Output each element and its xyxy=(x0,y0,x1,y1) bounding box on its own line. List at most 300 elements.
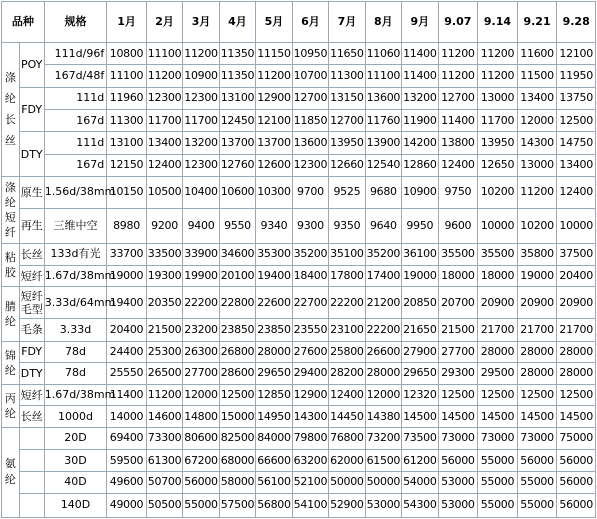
subcategory-label: FDY xyxy=(21,345,43,359)
price-cell: 35800 xyxy=(517,243,557,265)
price-cell: 11300 xyxy=(329,65,365,87)
price-cell: 14950 xyxy=(256,406,292,427)
price-cell: 20900 xyxy=(557,287,596,319)
price-cell: 12860 xyxy=(402,154,438,176)
price-cell: 28000 xyxy=(256,341,292,362)
price-cell: 79800 xyxy=(292,427,328,449)
header-month: 4月 xyxy=(219,2,255,43)
price-cell: 12320 xyxy=(402,385,438,406)
price-cell: 12000 xyxy=(365,385,401,406)
price-cell: 11400 xyxy=(107,385,147,406)
price-cell: 49600 xyxy=(107,472,147,493)
subcategory-cell xyxy=(19,208,44,243)
price-cell: 12400 xyxy=(557,176,596,208)
price-cell: 13800 xyxy=(438,132,478,154)
spec-cell: 1.67d/38mm xyxy=(44,266,107,287)
price-cell: 62000 xyxy=(329,449,365,471)
price-cell: 22800 xyxy=(219,287,255,319)
subcategory-cell xyxy=(19,132,44,177)
table-row xyxy=(2,385,596,406)
table-row xyxy=(2,493,596,518)
subcategory-label: 短纤毛型 xyxy=(20,289,43,316)
spec-cell: 1.67d/38mm xyxy=(44,385,107,406)
subcategory-cell xyxy=(19,472,44,493)
price-cell: 12400 xyxy=(329,385,365,406)
price-cell: 12500 xyxy=(557,385,596,406)
price-cell: 17800 xyxy=(329,266,365,287)
price-cell: 12700 xyxy=(329,109,365,131)
price-cell: 23200 xyxy=(183,319,219,341)
category-label: 氨纶 xyxy=(4,457,16,487)
price-cell: 13600 xyxy=(365,87,401,109)
price-cell: 67200 xyxy=(183,449,219,471)
price-cell: 10700 xyxy=(292,65,328,87)
price-cell: 12660 xyxy=(329,154,365,176)
spec-cell: 20D xyxy=(44,427,107,449)
price-cell: 76800 xyxy=(329,427,365,449)
price-cell: 11100 xyxy=(107,65,147,87)
header-month: 2月 xyxy=(146,2,182,43)
price-cell: 9700 xyxy=(292,176,328,208)
price-cell: 11200 xyxy=(438,65,478,87)
price-cell: 50500 xyxy=(146,493,182,518)
price-cell: 29650 xyxy=(256,362,292,384)
price-cell: 33900 xyxy=(183,243,219,265)
price-cell: 33700 xyxy=(107,243,147,265)
table-row xyxy=(2,362,596,384)
price-cell: 13700 xyxy=(256,132,292,154)
header-week: 9.28 xyxy=(557,2,596,43)
price-cell: 84000 xyxy=(256,427,292,449)
price-cell: 29650 xyxy=(402,362,438,384)
price-cell: 11100 xyxy=(146,43,182,65)
price-cell: 13150 xyxy=(329,87,365,109)
price-cell: 9550 xyxy=(219,208,255,243)
spec-cell: 30D xyxy=(44,449,107,471)
price-cell: 26600 xyxy=(365,341,401,362)
price-cell: 20400 xyxy=(107,319,147,341)
price-cell: 13950 xyxy=(478,132,518,154)
subcategory-label: DTY xyxy=(20,147,43,161)
subcategory-label: DTY xyxy=(20,366,43,380)
subcategory-cell xyxy=(19,362,44,384)
price-cell: 13200 xyxy=(183,132,219,154)
price-cell: 52900 xyxy=(329,493,365,518)
price-cell: 11350 xyxy=(219,65,255,87)
price-cell: 55000 xyxy=(478,493,518,518)
price-cell: 11700 xyxy=(146,109,182,131)
price-cell: 15000 xyxy=(219,406,255,427)
price-cell: 61500 xyxy=(365,449,401,471)
category-cell xyxy=(2,243,20,287)
category-cell xyxy=(2,427,20,517)
price-cell: 61200 xyxy=(402,449,438,471)
price-cell: 28200 xyxy=(329,362,365,384)
price-cell: 55000 xyxy=(517,472,557,493)
price-cell: 12500 xyxy=(478,385,518,406)
price-cell: 11650 xyxy=(329,43,365,65)
spec-cell: 3.33d xyxy=(44,319,107,341)
price-cell: 11850 xyxy=(292,109,328,131)
price-cell: 29500 xyxy=(478,362,518,384)
spec-cell: 111d xyxy=(44,87,107,109)
subcategory-cell xyxy=(19,449,44,471)
header-week: 9.07 xyxy=(438,2,478,43)
price-cell: 55000 xyxy=(517,493,557,518)
price-cell: 11700 xyxy=(183,109,219,131)
subcategory-cell xyxy=(19,43,44,88)
header-row xyxy=(2,2,596,43)
category-cell xyxy=(2,341,20,385)
price-cell: 23850 xyxy=(219,319,255,341)
price-table xyxy=(1,1,596,518)
price-cell: 18000 xyxy=(478,266,518,287)
subcategory-cell xyxy=(19,427,44,449)
price-cell: 10950 xyxy=(292,43,328,65)
table-row xyxy=(2,341,596,362)
price-cell: 35100 xyxy=(329,243,365,265)
price-cell: 11200 xyxy=(517,176,557,208)
price-cell: 73000 xyxy=(438,427,478,449)
price-cell: 73000 xyxy=(517,427,557,449)
price-cell: 9400 xyxy=(183,208,219,243)
price-cell: 12300 xyxy=(292,154,328,176)
spec-cell: 111d xyxy=(44,132,107,154)
price-cell: 20400 xyxy=(557,266,596,287)
subcategory-label: 长丝 xyxy=(20,247,43,261)
price-cell: 21200 xyxy=(365,287,401,319)
price-cell: 19000 xyxy=(517,266,557,287)
price-cell: 12700 xyxy=(292,87,328,109)
price-cell: 14500 xyxy=(557,406,596,427)
subcategory-label: 长丝 xyxy=(20,410,43,423)
subcategory-label: 短纤 xyxy=(20,269,43,283)
price-cell: 13200 xyxy=(402,87,438,109)
price-cell: 80600 xyxy=(183,427,219,449)
price-cell: 12900 xyxy=(292,385,328,406)
table-row xyxy=(2,208,596,243)
price-cell: 49000 xyxy=(107,493,147,518)
table-row xyxy=(2,472,596,493)
price-cell: 12900 xyxy=(256,87,292,109)
price-cell: 52100 xyxy=(292,472,328,493)
price-cell: 28000 xyxy=(517,362,557,384)
price-cell: 35200 xyxy=(292,243,328,265)
price-cell: 14500 xyxy=(517,406,557,427)
category-label: 涤纶长丝 xyxy=(4,71,16,148)
price-cell: 10900 xyxy=(183,65,219,87)
price-cell: 14300 xyxy=(517,132,557,154)
subcategory-label: 原生 xyxy=(20,185,43,199)
price-cell: 9525 xyxy=(329,176,365,208)
price-cell: 9950 xyxy=(402,208,438,243)
price-cell: 35200 xyxy=(365,243,401,265)
price-cell: 24400 xyxy=(107,341,147,362)
price-cell: 11960 xyxy=(107,87,147,109)
subcategory-cell xyxy=(19,87,44,132)
spec-cell: 3.33d/64mm xyxy=(44,287,107,319)
price-cell: 56000 xyxy=(557,493,596,518)
subcategory-cell xyxy=(19,287,44,319)
price-cell: 27700 xyxy=(438,341,478,362)
price-cell: 10000 xyxy=(478,208,518,243)
price-cell: 12100 xyxy=(256,109,292,131)
price-cell: 73000 xyxy=(478,427,518,449)
category-label: 涤纶短纤 xyxy=(4,180,16,239)
subcategory-cell xyxy=(19,243,44,265)
price-cell: 19300 xyxy=(146,266,182,287)
spec-cell: 111d/96f xyxy=(44,43,107,65)
price-cell: 28000 xyxy=(557,362,596,384)
price-cell: 56000 xyxy=(517,449,557,471)
table-row xyxy=(2,65,596,87)
price-cell: 20100 xyxy=(219,266,255,287)
price-cell: 11200 xyxy=(146,65,182,87)
price-cell: 23100 xyxy=(329,319,365,341)
price-cell: 61300 xyxy=(146,449,182,471)
price-cell: 10600 xyxy=(219,176,255,208)
table-row xyxy=(2,43,596,65)
price-cell: 66600 xyxy=(256,449,292,471)
price-cell: 28000 xyxy=(517,341,557,362)
price-cell: 12400 xyxy=(146,154,182,176)
price-cell: 35500 xyxy=(478,243,518,265)
subcategory-cell xyxy=(19,266,44,287)
price-cell: 10300 xyxy=(256,176,292,208)
price-cell: 13000 xyxy=(478,87,518,109)
header-category-label: 品种 xyxy=(11,15,34,28)
price-cell: 21700 xyxy=(557,319,596,341)
subcategory-label: 再生 xyxy=(20,219,43,233)
price-cell: 35500 xyxy=(438,243,478,265)
price-cell: 19900 xyxy=(183,266,219,287)
price-cell: 13600 xyxy=(292,132,328,154)
price-cell: 11200 xyxy=(256,65,292,87)
table-row xyxy=(2,87,596,109)
price-cell: 9680 xyxy=(365,176,401,208)
header-month: 7月 xyxy=(329,2,365,43)
spec-cell: 140D xyxy=(44,493,107,518)
price-cell: 11350 xyxy=(219,43,255,65)
price-cell: 58000 xyxy=(219,472,255,493)
price-cell: 10800 xyxy=(107,43,147,65)
price-cell: 59500 xyxy=(107,449,147,471)
spec-cell: 1000d xyxy=(44,406,107,427)
category-cell xyxy=(2,287,20,341)
price-cell: 35300 xyxy=(256,243,292,265)
price-cell: 13400 xyxy=(517,87,557,109)
price-cell: 12500 xyxy=(219,385,255,406)
price-cell: 12600 xyxy=(256,154,292,176)
header-month: 3月 xyxy=(183,2,219,43)
price-cell: 8980 xyxy=(107,208,147,243)
price-cell: 56800 xyxy=(256,493,292,518)
price-cell: 27900 xyxy=(402,341,438,362)
price-cell: 18000 xyxy=(438,266,478,287)
price-cell: 56000 xyxy=(557,472,596,493)
price-cell: 22200 xyxy=(329,287,365,319)
price-cell: 19000 xyxy=(107,266,147,287)
price-cell: 55000 xyxy=(183,493,219,518)
header-spec: 规格 xyxy=(44,2,107,43)
price-cell: 25300 xyxy=(146,341,182,362)
price-cell: 11060 xyxy=(365,43,401,65)
price-cell: 69400 xyxy=(107,427,147,449)
price-cell: 21500 xyxy=(438,319,478,341)
price-cell: 50700 xyxy=(146,472,182,493)
price-cell: 12150 xyxy=(107,154,147,176)
price-cell: 12300 xyxy=(183,154,219,176)
price-cell: 14500 xyxy=(478,406,518,427)
spec-cell: 167d/48f xyxy=(44,65,107,87)
price-cell: 13900 xyxy=(365,132,401,154)
price-cell: 13400 xyxy=(146,132,182,154)
header-category xyxy=(2,2,45,43)
price-cell: 14800 xyxy=(183,406,219,427)
price-cell: 10000 xyxy=(557,208,596,243)
price-cell: 11200 xyxy=(478,65,518,87)
price-cell: 11600 xyxy=(517,43,557,65)
price-cell: 33500 xyxy=(146,243,182,265)
price-cell: 22200 xyxy=(183,287,219,319)
price-cell: 28000 xyxy=(478,341,518,362)
price-cell: 14300 xyxy=(292,406,328,427)
price-cell: 20900 xyxy=(517,287,557,319)
price-cell: 12400 xyxy=(438,154,478,176)
price-cell: 34600 xyxy=(219,243,255,265)
price-cell: 26800 xyxy=(219,341,255,362)
price-cell: 11100 xyxy=(365,65,401,87)
price-cell: 36100 xyxy=(402,243,438,265)
price-cell: 10500 xyxy=(146,176,182,208)
price-cell: 14000 xyxy=(107,406,147,427)
price-cell: 25550 xyxy=(107,362,147,384)
price-cell: 22200 xyxy=(365,319,401,341)
price-cell: 82500 xyxy=(219,427,255,449)
table-row xyxy=(2,243,596,265)
price-cell: 23550 xyxy=(292,319,328,341)
price-cell: 12450 xyxy=(219,109,255,131)
price-cell: 27600 xyxy=(292,341,328,362)
price-cell: 10400 xyxy=(183,176,219,208)
price-cell: 14380 xyxy=(365,406,401,427)
price-cell: 9200 xyxy=(146,208,182,243)
price-cell: 54000 xyxy=(402,472,438,493)
price-cell: 19400 xyxy=(256,266,292,287)
price-cell: 9340 xyxy=(256,208,292,243)
price-cell: 13100 xyxy=(219,87,255,109)
spec-cell: 167d xyxy=(44,109,107,131)
price-cell: 50000 xyxy=(329,472,365,493)
price-cell: 56100 xyxy=(256,472,292,493)
subcategory-label: 短纤 xyxy=(20,388,43,402)
price-cell: 28000 xyxy=(557,341,596,362)
subcategory-label: POY xyxy=(20,58,43,72)
category-label: 锦纶 xyxy=(4,348,16,377)
price-cell: 73300 xyxy=(146,427,182,449)
header-month: 6月 xyxy=(292,2,328,43)
header-month: 9月 xyxy=(402,2,438,43)
price-cell: 14500 xyxy=(402,406,438,427)
price-cell: 21650 xyxy=(402,319,438,341)
price-cell: 13950 xyxy=(329,132,365,154)
price-cell: 18400 xyxy=(292,266,328,287)
price-cell: 11200 xyxy=(146,385,182,406)
price-cell: 63200 xyxy=(292,449,328,471)
subcategory-cell xyxy=(19,406,44,427)
category-cell xyxy=(2,176,20,243)
price-cell: 55000 xyxy=(478,449,518,471)
price-cell: 12500 xyxy=(438,385,478,406)
price-cell: 26500 xyxy=(146,362,182,384)
price-cell: 14500 xyxy=(438,406,478,427)
subcategory-label: 毛条 xyxy=(20,323,43,337)
price-cell: 22700 xyxy=(292,287,328,319)
price-cell: 10150 xyxy=(107,176,147,208)
price-cell: 73200 xyxy=(365,427,401,449)
price-cell: 13100 xyxy=(107,132,147,154)
subcategory-cell xyxy=(19,319,44,341)
header-month: 8月 xyxy=(365,2,401,43)
price-cell: 13000 xyxy=(517,154,557,176)
table-row xyxy=(2,449,596,471)
price-cell: 68000 xyxy=(219,449,255,471)
price-cell: 10900 xyxy=(402,176,438,208)
price-cell: 29400 xyxy=(292,362,328,384)
subcategory-cell xyxy=(19,493,44,518)
price-cell: 19400 xyxy=(107,287,147,319)
subcategory-cell xyxy=(19,341,44,362)
table-row xyxy=(2,287,596,319)
price-cell: 12500 xyxy=(557,109,596,131)
price-cell: 12500 xyxy=(517,385,557,406)
price-cell: 11300 xyxy=(107,109,147,131)
price-cell: 9600 xyxy=(438,208,478,243)
spec-cell: 167d xyxy=(44,154,107,176)
table-row xyxy=(2,132,596,154)
table-row xyxy=(2,154,596,176)
price-cell: 12540 xyxy=(365,154,401,176)
price-cell: 11150 xyxy=(256,43,292,65)
price-cell: 11700 xyxy=(478,109,518,131)
price-cell: 9750 xyxy=(438,176,478,208)
table-row xyxy=(2,109,596,131)
price-cell: 10200 xyxy=(517,208,557,243)
price-cell: 12850 xyxy=(256,385,292,406)
header-month: 1月 xyxy=(107,2,147,43)
price-cell: 28000 xyxy=(365,362,401,384)
price-cell: 26300 xyxy=(183,341,219,362)
spec-cell: 78d xyxy=(44,362,107,384)
price-cell: 13700 xyxy=(219,132,255,154)
price-cell: 12760 xyxy=(219,154,255,176)
price-cell: 13750 xyxy=(557,87,596,109)
price-cell: 29300 xyxy=(438,362,478,384)
price-cell: 14750 xyxy=(557,132,596,154)
subcategory-label: FDY xyxy=(21,102,43,116)
price-cell: 12300 xyxy=(183,87,219,109)
price-cell: 11500 xyxy=(517,65,557,87)
subcategory-cell xyxy=(19,176,44,208)
price-cell: 53000 xyxy=(438,472,478,493)
spec-cell: 78d xyxy=(44,341,107,362)
price-cell: 14200 xyxy=(402,132,438,154)
spec-cell: 三维中空 xyxy=(44,208,107,243)
category-label: 腈纶 xyxy=(4,299,16,328)
price-cell: 12100 xyxy=(557,43,596,65)
price-cell: 54100 xyxy=(292,493,328,518)
price-cell: 56000 xyxy=(183,472,219,493)
